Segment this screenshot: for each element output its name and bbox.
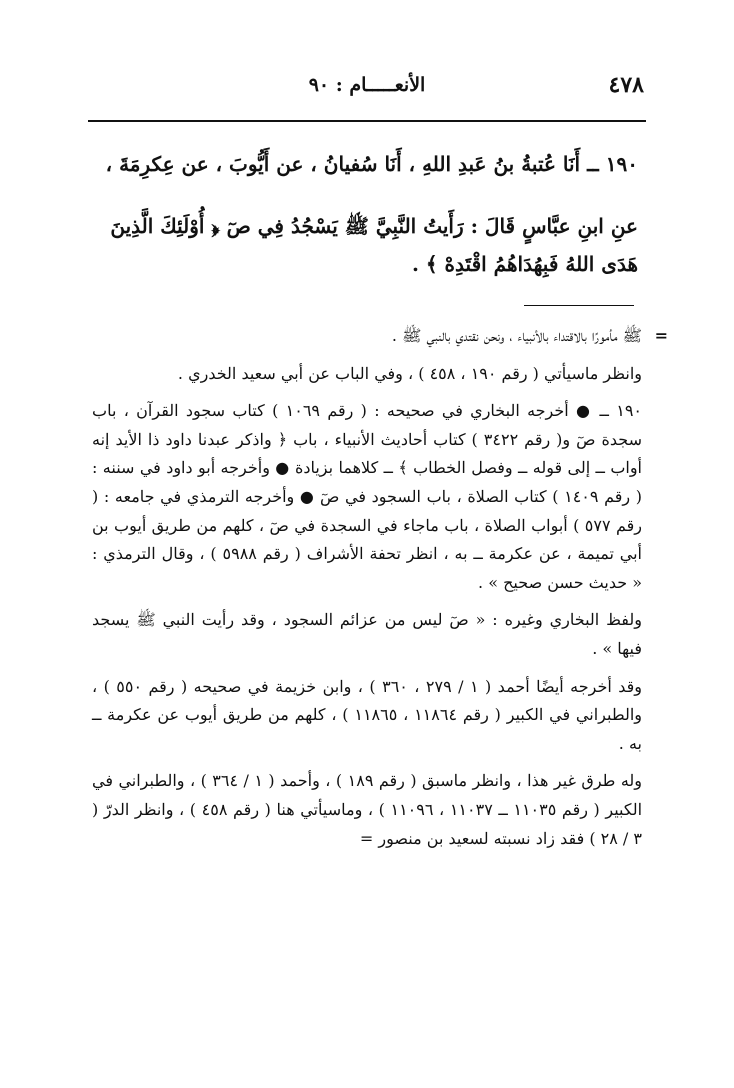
- footnote-paragraph-6: وله طرق غير هذا ، وانظر ماسبق ( رقم ١٨٩ ) ، وأحمد ( ١ / ٣٦٤ ) ، والطبراني في الكبير ( رقم ١١٠٣٥ ــ ١١٠٣٧ ، ١١٠٩٦ ) ، وماسيأتي هنا ( رقم ٤٥٨ ) ، وانظر الدرّ ( ٣ / ٢٨ ) فقد زاد نسبته لسعيد بن منصور: [92, 771, 643, 848]
- page-number: ٤٧٨: [608, 72, 644, 98]
- tail-continuation-mark: =: [359, 828, 374, 848]
- footnote-continuation: [92, 322, 668, 351]
- footnote-paragraph-4: ولفظ البخاري وغيره : « صٓ ليس من عزائم السجود ، وقد رأيت النبي ﷺ يسجد فيها » .: [92, 610, 642, 658]
- footnote-paragraph-6-wrap: [92, 767, 642, 853]
- continuation-mark: =: [654, 326, 668, 345]
- footnote-paragraph-2: وانظر ماسيأتي ( رقم ١٩٠ ، ٤٥٨ ) ، وفي الباب عن أبي سعيد الخدري .: [177, 363, 642, 383]
- page-header: [90, 70, 644, 110]
- footnotes: [92, 322, 668, 862]
- footnote-paragraph-5: وقد أخرجه أيضًا أحمد ( ١ / ٢٧٩ ، ٣٦٠ ) ، وابن خزيمة في صحيحه ( رقم ٥٥٠ ) ، والطبراني في الكبير ( رقم ١١٨٦٤ ، ١١٨٦٥ ) ، كلهم من طريق أيوب عن عكرمة ــ به .: [92, 676, 643, 753]
- hadith-line-3: هَدَى اللهُ فَبِهُدَاهُمُ اقْتَدِهْ ﴾ .: [411, 252, 638, 276]
- header-rule: [88, 120, 646, 122]
- footnote-paragraph-1: ﷺ مأمورًا بالاقتداء بالأنبياء ، ونحن نقتدي بالنبي ﷺ .: [391, 326, 642, 345]
- hadith-line-1: ١٩٠ ــ أَنَا عُتبةُ بنُ عَبدِ اللهِ ، أَنَا سُفيانُ ، عن أَيُّوبَ ، عن عِكرِمَةَ ،: [105, 152, 638, 176]
- hadith-line-2: عنِ ابنِ عبَّاسٍ قَالَ : رَأَيتُ النَّبِيَّ ﷺ يَسْجُدُ فِي صٓ ﴿ أُوْلَئِكَ الَّذِينَ: [110, 214, 638, 238]
- hadith-text: [96, 145, 638, 283]
- footnote-paragraph-3: ١٩٠ ــ ● أخرجه البخاري في صحيحه : ( رقم ١٠٦٩ ) كتاب سجود القرآن ، باب سجدة صٓ و( رقم ٣٤٢٢ ) كتاب أحاديث الأنبياء ، باب ﴿ واذكر عبدنا داود ذا الأيد إنه أواب ــ إلى قوله ــ وفصل الخطاب ﴾ ــ كلاهما بزيادة ● وأخرجه أبو داود في سننه : ( رقم ١٤٠٩ ) كتاب الصلاة ، باب السجود في صٓ ● وأخرجه الترمذي في جامعه : ( رقم ٥٧٧ ) أبواب الصلاة ، باب ماجاء في السجدة في صٓ ، كلهم من طريق أيوب بن أبي تميمة ، عن عكرمة ــ به ، انظر تحفة الأشراف ( رقم ٥٩٨٨ ) ، وقال الترمذي : « حديث حسن صحيح » .: [92, 401, 643, 592]
- running-title: الأنعـــــام : ٩٠: [308, 74, 426, 96]
- footnote-separator: [524, 305, 634, 306]
